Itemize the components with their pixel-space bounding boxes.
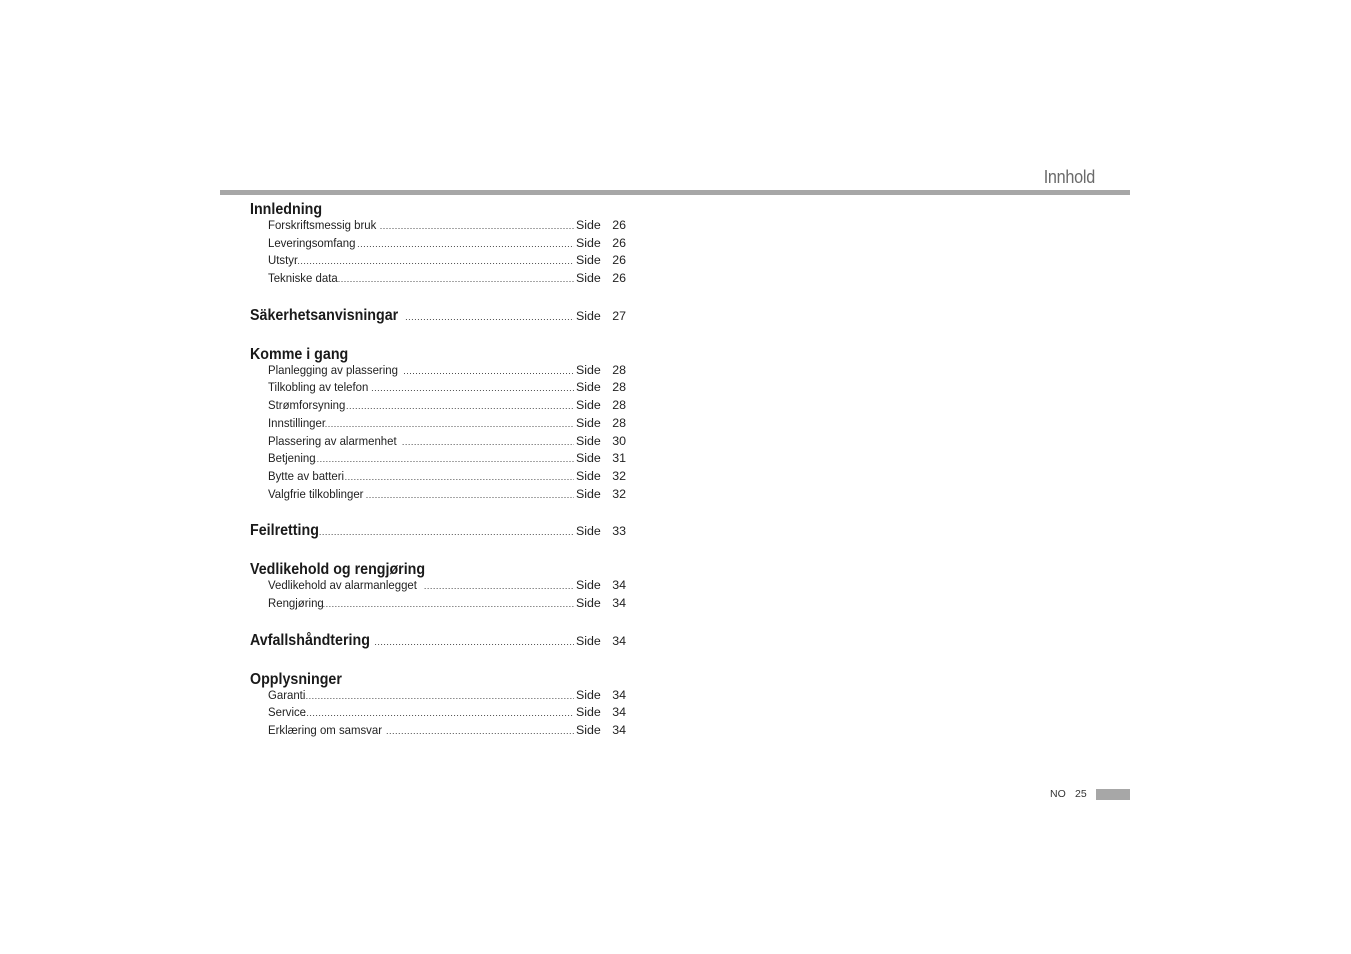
toc-entry[interactable] xyxy=(250,722,626,740)
toc-entry-major[interactable] xyxy=(250,305,626,327)
toc-section xyxy=(250,344,626,504)
toc-entry-label: Rengjøring xyxy=(268,595,324,610)
toc-section-heading: Feilretting xyxy=(250,522,319,540)
dot-leader xyxy=(294,253,574,271)
page-number: 26 xyxy=(612,235,626,250)
toc-entry-label: Service xyxy=(268,705,307,720)
toc-entry[interactable] xyxy=(250,270,626,288)
page-number: 28 xyxy=(612,380,626,395)
side-label: Side xyxy=(576,271,601,286)
side-label: Side xyxy=(576,633,601,648)
toc-section xyxy=(250,199,626,288)
side-label: Side xyxy=(576,433,601,448)
dot-leader xyxy=(319,521,574,543)
side-label: Side xyxy=(576,362,601,377)
toc-section-heading: Vedlikehold og rengjøring xyxy=(250,561,426,579)
toc-entry-label: Tilkobling av telefon xyxy=(268,380,369,395)
toc-entry[interactable] xyxy=(250,362,626,380)
dot-leader xyxy=(380,218,574,236)
toc-section-heading: Komme i gang xyxy=(250,345,349,363)
dot-leader xyxy=(374,631,574,653)
page-number: 30 xyxy=(612,433,626,448)
toc-entry-label: Betjening xyxy=(268,451,316,466)
toc-entry[interactable] xyxy=(250,397,626,415)
side-label: Side xyxy=(576,595,601,610)
page-number: 34 xyxy=(612,578,626,593)
dot-leader xyxy=(345,469,574,487)
side-label: Side xyxy=(576,380,601,395)
page-number: 34 xyxy=(612,687,626,702)
toc-section-heading: Innledning xyxy=(250,201,323,218)
page-number: 26 xyxy=(612,218,626,232)
dot-leader xyxy=(386,723,574,741)
dot-leader xyxy=(325,416,574,434)
toc-entry-major[interactable] xyxy=(250,630,626,652)
side-label: Side xyxy=(576,253,601,268)
page-number: 26 xyxy=(612,271,626,286)
toc-entry-label: Utstyr xyxy=(268,253,298,268)
footer-page-number: 25 xyxy=(1075,788,1087,800)
side-label: Side xyxy=(576,486,601,501)
dot-leader xyxy=(303,705,574,723)
toc-section-heading: Säkerhetsanvisningar xyxy=(250,306,399,324)
toc-section xyxy=(250,520,626,542)
toc-entry-label: Forskriftsmessig bruk xyxy=(268,218,377,232)
page-number: 31 xyxy=(612,451,626,466)
dot-leader xyxy=(346,398,574,416)
toc-entry[interactable] xyxy=(250,252,626,270)
toc-entry[interactable] xyxy=(250,577,626,595)
dot-leader xyxy=(357,236,574,254)
side-label: Side xyxy=(576,451,601,466)
toc-section xyxy=(250,559,626,612)
toc-entry-label: Planlegging av plassering xyxy=(268,362,398,377)
page-number: 32 xyxy=(612,486,626,501)
dot-leader xyxy=(303,688,574,706)
toc-entry[interactable] xyxy=(250,486,626,504)
toc-entry-label: Valgfrie tilkoblinger xyxy=(268,486,364,501)
header-rule xyxy=(220,190,1130,195)
toc-entry[interactable] xyxy=(250,235,626,253)
page-number: 34 xyxy=(612,633,626,648)
footer-bar xyxy=(1096,789,1130,800)
page-number: 32 xyxy=(612,468,626,483)
page-number: 34 xyxy=(612,595,626,610)
page-number: 26 xyxy=(612,253,626,268)
dot-leader xyxy=(403,363,574,381)
dot-leader xyxy=(402,434,574,452)
page-number: 28 xyxy=(612,415,626,430)
toc-entry[interactable] xyxy=(250,450,626,468)
dot-leader xyxy=(424,578,574,596)
toc-section-heading: Opplysninger xyxy=(250,670,342,688)
toc-entry-label: Leveringsomfang xyxy=(268,235,356,250)
side-label: Side xyxy=(576,218,601,232)
page-number: 28 xyxy=(612,362,626,377)
toc-entry[interactable] xyxy=(250,595,626,613)
page-number: 34 xyxy=(612,723,626,737)
toc-entry-label: Bytte av batteri xyxy=(268,468,345,483)
toc-entry-label: Tekniske data xyxy=(268,271,338,286)
page-number: 33 xyxy=(612,524,626,539)
toc-entry-label: Strømforsyning xyxy=(268,398,346,413)
toc-entry[interactable] xyxy=(250,704,626,722)
page-number: 27 xyxy=(612,308,626,323)
side-label: Side xyxy=(576,687,601,702)
toc-section xyxy=(250,669,626,740)
toc-entry[interactable] xyxy=(250,433,626,451)
table-of-contents xyxy=(250,199,626,757)
side-label: Side xyxy=(576,524,601,539)
toc-entry[interactable] xyxy=(250,687,626,705)
dot-leader xyxy=(338,271,574,289)
toc-entry-major[interactable] xyxy=(250,520,626,542)
side-label: Side xyxy=(576,468,601,483)
side-label: Side xyxy=(576,415,601,430)
toc-entry[interactable] xyxy=(250,468,626,486)
page-title: Innhold xyxy=(1043,167,1095,187)
page-number: 28 xyxy=(612,398,626,413)
side-label: Side xyxy=(576,723,601,737)
page-number: 34 xyxy=(612,705,626,720)
dot-leader xyxy=(371,380,574,398)
toc-entry-label: Vedlikehold av alarmanlegget xyxy=(268,578,417,593)
dot-leader xyxy=(405,306,574,328)
toc-section xyxy=(250,305,626,327)
toc-entry[interactable] xyxy=(250,379,626,397)
toc-entry-label: Erklæring om samsvar xyxy=(268,723,383,737)
dot-leader xyxy=(366,487,574,505)
side-label: Side xyxy=(576,398,601,413)
toc-entry-label: Garanti xyxy=(268,687,306,702)
footer-language: NO xyxy=(1050,788,1066,800)
dot-leader xyxy=(314,451,574,469)
toc-entry-label: Innstillinger xyxy=(268,415,326,430)
toc-section-heading: Avfallshåndtering xyxy=(250,631,370,649)
toc-entry-label: Plassering av alarmenhet xyxy=(268,433,397,448)
dot-leader xyxy=(323,596,574,614)
side-label: Side xyxy=(576,235,601,250)
side-label: Side xyxy=(576,578,601,593)
toc-entry[interactable] xyxy=(250,217,626,235)
side-label: Side xyxy=(576,705,601,720)
side-label: Side xyxy=(576,308,601,323)
toc-section xyxy=(250,630,626,652)
toc-entry[interactable] xyxy=(250,415,626,433)
